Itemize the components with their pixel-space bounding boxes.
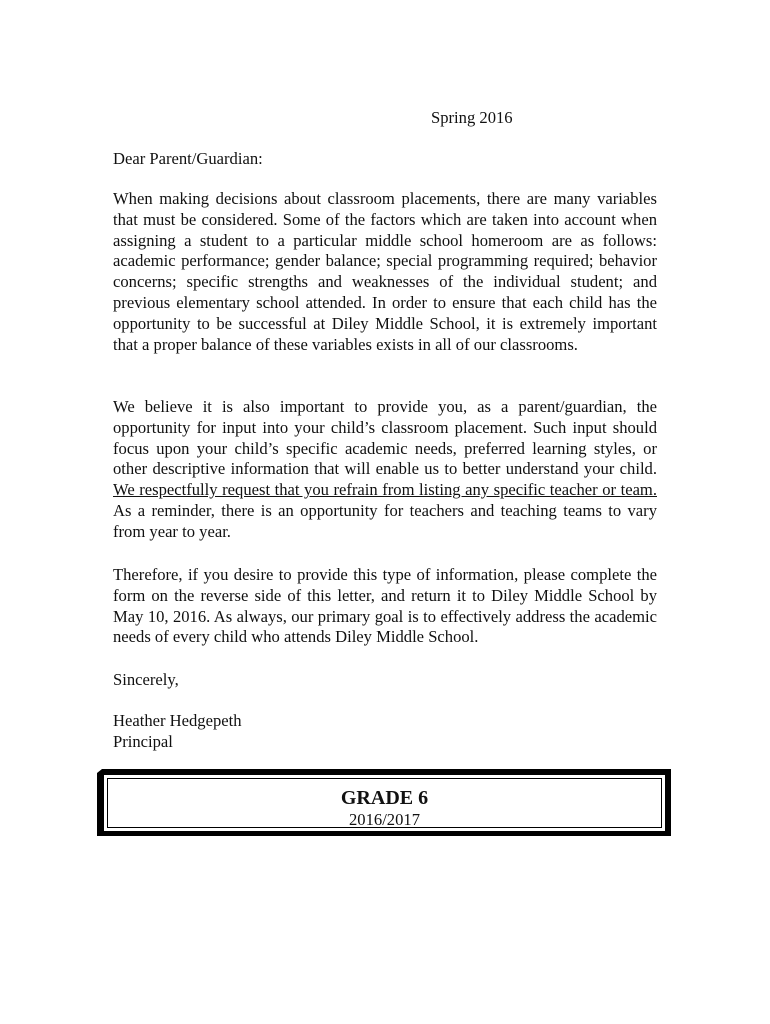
- grade-box: [103, 774, 666, 832]
- signature-block: [113, 710, 242, 752]
- signer-name: Heather Hedgepeth: [113, 711, 242, 730]
- grade-box-inner: [107, 778, 662, 828]
- grade-label: GRADE 6: [340, 787, 429, 809]
- paragraph-parent-input-start: We believe it is also important to provide you, as a parent/guardian, the opportunity for input into your child’s classroom placement. Such input should focus upon your child’s specific academic needs, preferred learning styles, or other descriptive information that will enable us to better understand your child.: [113, 397, 657, 479]
- paragraph-return-form: Therefore, if you desire to provide this type of information, please complete the form on the reverse side of this letter, and return it to Diley Middle School by May 10, 2016. As always, our primary goal is to effectively address the academic needs of every child who attends Diley Middle School.: [113, 565, 657, 647]
- paragraph-placement-factors: When making decisions about classroom placements, there are many variables that must be considered. Some of the factors which are taken into account when assigning a student to a particular middle school homeroom are as follows: academic performance; gender balance; special programming required; behavior concerns; specific strengths and weaknesses of the individual student; and previous elementary school attended. In order to ensure that each child has the opportunity to be successful at Diley Middle School, it is extremely important that a proper balance of these variables exists in all of our classrooms.: [113, 189, 657, 354]
- letter-date: Spring 2016: [431, 108, 513, 127]
- letter-greeting: Dear Parent/Guardian:: [113, 149, 263, 168]
- school-year: 2016/2017: [349, 810, 420, 829]
- paragraph-parent-input: [113, 397, 657, 543]
- letter-closing: Sincerely,: [113, 670, 179, 689]
- paragraph-parent-input-end: As a reminder, there is an opportunity for teachers and teaching teams to vary from year to year.: [113, 500, 657, 541]
- teacher-request-notice: We respectfully request that you refrain from listing any specific teacher or team.: [113, 480, 657, 500]
- signer-title: Principal: [113, 732, 173, 751]
